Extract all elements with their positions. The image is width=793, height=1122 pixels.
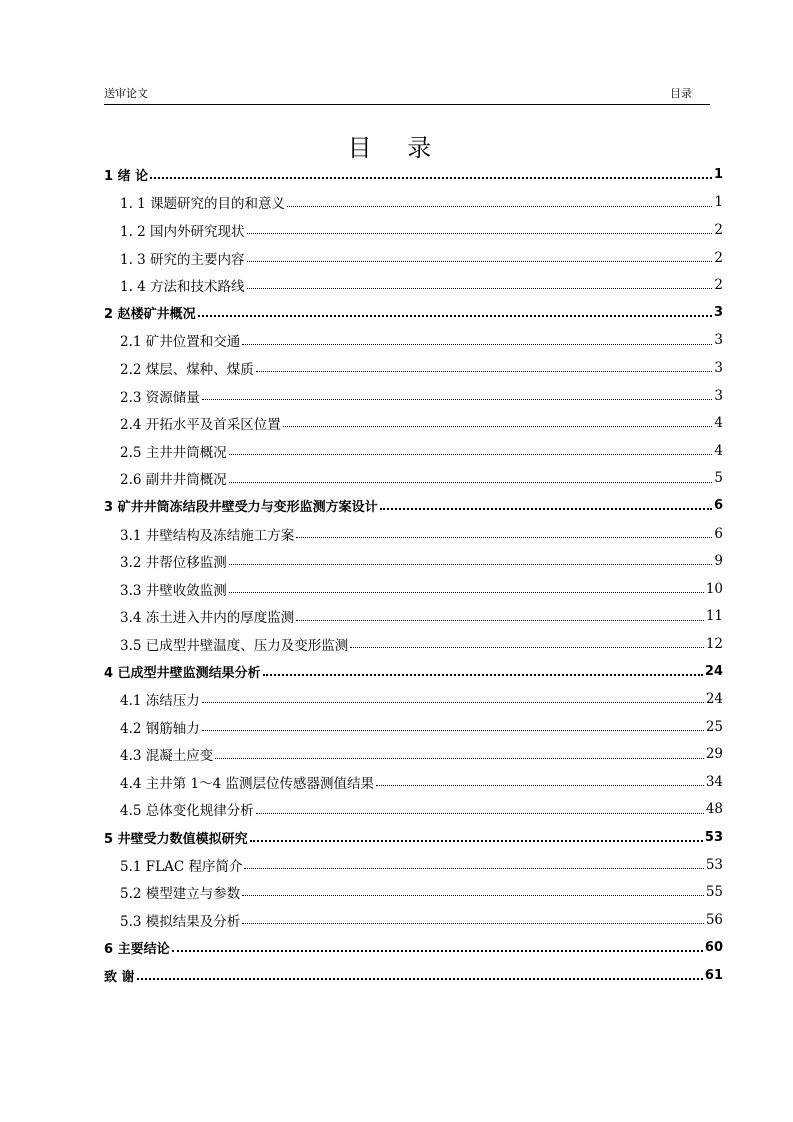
toc-section-entry[interactable] [104,244,723,272]
toc-dot-leader [215,744,704,759]
header-left-text: 送审论文 [104,87,148,100]
toc-page-number: 24 [704,663,723,679]
toc-page-number: 48 [705,801,723,818]
toc-section-entry[interactable] [104,327,723,355]
toc-dot-leader [242,910,704,925]
toc-page-number: 5 [714,470,723,487]
toc-page-number: 60 [704,939,723,955]
toc-page-number: 6 [713,498,723,514]
toc-section-entry[interactable] [104,437,723,465]
toc-entry-title: 5.2 模型建立与参数 [120,886,241,903]
toc-dot-leader [296,606,704,621]
toc-entry-title: 2.5 主井井筒概况 [120,444,227,461]
toc-section-entry[interactable] [104,740,723,768]
toc-page-number: 1 [714,194,723,211]
toc-entry-title: 2.2 煤层、煤种、煤质 [120,361,254,378]
toc-entry-title: 3.1 井壁结构及冻结施工方案 [120,527,295,544]
toc-entry-title: 5.1 FLAC 程序简介 [120,858,243,875]
toc-section-entry[interactable] [104,768,723,796]
toc-entry-title: 4.1 冻结压力 [120,693,200,710]
toc-entry-title: 1. 4 方法和技术路线 [120,279,245,296]
toc-dot-leader [256,358,713,373]
toc-section-entry[interactable] [104,685,723,713]
toc-entry-title: 3 矿井井筒冻结段井壁受力与变形监测方案设计 [104,500,378,516]
toc-dot-leader [350,634,704,649]
toc-dot-leader [198,302,712,317]
toc-section-entry[interactable] [104,796,723,824]
toc-dot-leader [229,578,704,593]
toc-section-entry[interactable] [104,216,723,244]
toc-page-number: 29 [705,746,723,763]
toc-chapter-entry[interactable] [104,823,723,851]
toc-entry-title: 4.5 总体变化规律分析 [120,803,254,820]
toc-chapter-entry[interactable] [104,299,723,327]
toc-section-entry[interactable] [104,851,723,879]
toc-section-entry[interactable] [104,878,723,906]
toc-dot-leader [256,799,704,814]
toc-dot-leader [247,220,713,235]
toc-page-number: 12 [705,635,723,652]
toc-section-entry[interactable] [104,465,723,493]
toc-page-number: 4 [714,442,723,459]
toc-section-entry[interactable] [104,575,723,603]
toc-page-number: 3 [714,359,723,376]
toc-entry-title: 4.3 混凝土应变 [120,748,214,765]
toc-section-entry[interactable] [104,906,723,934]
toc-entry-title: 5.3 模拟结果及分析 [120,913,241,930]
toc-dot-leader [229,468,713,483]
toc-page-number: 6 [714,525,723,542]
toc-entry-title: 4.2 钢筋轴力 [120,720,200,737]
toc-dot-leader [380,495,712,510]
toc-dot-leader [202,689,704,704]
toc-dot-leader [247,247,713,262]
page-header [104,82,710,105]
toc-section-entry[interactable] [104,713,723,741]
toc-section-entry[interactable] [104,271,723,299]
toc-entry-title: 1. 2 国内外研究现状 [120,223,245,240]
toc-dot-leader [283,413,713,428]
toc-page-number: 53 [705,856,723,873]
toc-page-number: 53 [704,829,723,845]
toc-dot-leader [242,330,712,345]
toc-dot-leader [202,716,704,731]
toc-entry-title: 3.2 井帮位移监测 [120,555,227,572]
toc-entry-title: 3.4 冻土进入井内的厚度监测 [120,610,295,627]
toc-section-entry[interactable] [104,547,723,575]
toc-dot-leader [247,275,713,290]
toc-entry-title: 4 已成型井壁监测结果分析 [104,665,261,681]
toc-dot-leader [150,164,712,179]
toc-entry-title: 3.5 已成型井壁温度、压力及变形监测 [120,637,349,654]
toc-page-number: 55 [705,884,723,901]
toc-section-entry[interactable] [104,520,723,548]
toc-entry-title: 2.6 副井井筒概况 [120,472,227,489]
toc-entry-title: 3.3 井壁收敛监测 [120,582,227,599]
toc-dot-leader [263,661,703,676]
toc-section-entry[interactable] [104,603,723,631]
toc-page-number: 24 [705,691,723,708]
toc-page-number: 3 [714,332,723,349]
toc-page-number: 2 [714,277,723,294]
header-right-text: 目录 [670,87,692,100]
toc-dot-leader [202,385,713,400]
toc-section-entry[interactable] [104,189,723,217]
toc-page-number: 10 [705,580,723,597]
toc-entry-title: 6 主要结论 [104,941,170,957]
toc-entry-title: 4.4 主井第 1～4 监测层位传感器测值结果 [120,775,375,792]
toc-page-number: 1 [713,167,723,183]
toc-entry-title: 2.3 资源储量 [120,389,200,406]
toc-page-number: 2 [714,249,723,266]
toc-entry-title: 致 谢 [104,969,135,985]
toc-page-number: 11 [705,608,723,625]
toc-entry-title: 1. 3 研究的主要内容 [120,251,245,268]
toc-chapter-entry[interactable] [104,658,723,686]
toc-entry-title: 1 绪 论 [104,169,149,185]
toc-page-number: 61 [704,967,723,983]
toc-dot-leader [250,827,703,842]
toc-dot-leader [137,965,703,980]
toc-entry-title: 2 赵楼矿井概况 [104,307,196,323]
toc-dot-leader [172,937,703,952]
toc-section-entry[interactable] [104,409,723,437]
toc-dot-leader [376,772,704,787]
toc-page-number: 25 [705,718,723,735]
toc-chapter-entry[interactable] [104,492,723,520]
toc-chapter-entry[interactable] [104,934,723,962]
toc-page-number: 9 [714,553,723,570]
toc-dot-leader [287,192,712,207]
toc-entry-title: 2.4 开拓水平及首采区位置 [120,417,281,434]
toc-entry-title: 2.1 矿井位置和交通 [120,334,241,351]
toc-section-entry[interactable] [104,382,723,410]
toc-dot-leader [296,523,712,538]
toc-entry-title: 1. 1 课题研究的目的和意义 [120,196,286,213]
page-title: 目 录 [347,134,446,162]
toc-page-number: 56 [705,911,723,928]
table-of-contents [104,161,723,989]
toc-dot-leader [229,551,713,566]
toc-page-number: 3 [714,387,723,404]
toc-chapter-entry[interactable] [104,161,723,189]
toc-page-number: 34 [705,773,723,790]
toc-entry-title: 5 井壁受力数值模拟研究 [104,831,248,847]
toc-section-entry[interactable] [104,354,723,382]
toc-dot-leader [244,854,703,869]
toc-chapter-entry[interactable] [104,961,723,989]
toc-dot-leader [242,882,704,897]
toc-dot-leader [229,440,713,455]
toc-page-number: 2 [714,221,723,238]
toc-page-number: 4 [714,415,723,432]
toc-page-number: 3 [713,305,723,321]
toc-section-entry[interactable] [104,630,723,658]
